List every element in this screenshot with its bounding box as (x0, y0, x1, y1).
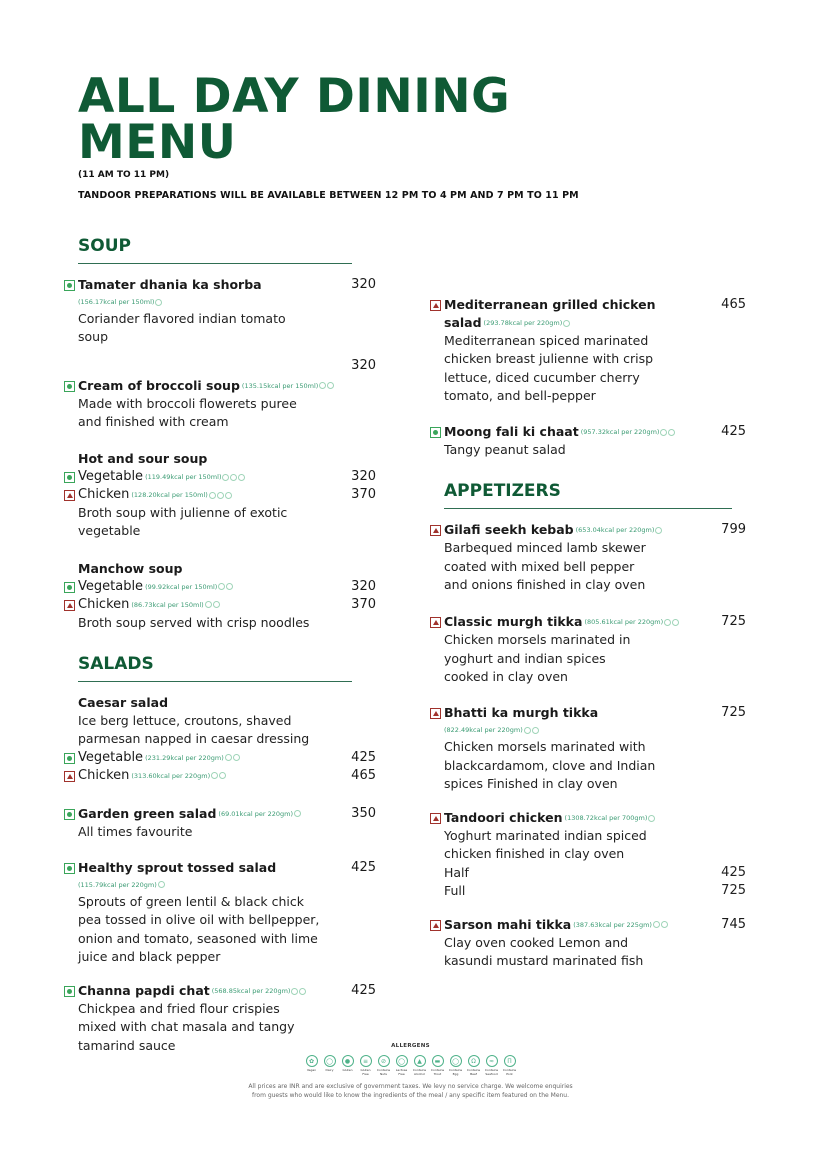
dairy-icon (319, 382, 326, 389)
item-desc: soup (78, 329, 109, 345)
section-title-soup: SOUP (78, 236, 131, 256)
dairy-icon (222, 474, 229, 481)
gluten-free-icon: ≡ (360, 1055, 372, 1067)
item-kcal (78, 877, 376, 893)
variant-name: Chicken (78, 767, 130, 783)
dairy-icon (532, 727, 539, 734)
allergen-label: Gluten (342, 1068, 353, 1072)
nonveg-icon (430, 813, 441, 824)
allergen-label: Contains Pork (502, 1068, 517, 1076)
dairy-icon (563, 320, 570, 327)
gluten-icon (219, 772, 226, 779)
allergen-lactose-free (395, 1055, 409, 1076)
kcal-text: (119.49kcal per 150ml) (145, 473, 222, 482)
variant-name: Vegetable (78, 469, 144, 485)
item-desc: Clay oven cooked Lemon and (444, 934, 629, 950)
lactose-icon (230, 474, 237, 481)
nuts-icon: ⊘ (378, 1055, 390, 1067)
dairy-icon (209, 492, 216, 499)
section-title-salads: SALADS (78, 654, 154, 675)
lactose-free-icon: ◯ (396, 1055, 408, 1067)
tandoor-note: TANDOOR PREPARATIONS WILL BE AVAILABLE BETWEEN 12 PM TO 4 PM AND 7 PM TO 11 PM (78, 190, 579, 201)
portion-full (444, 882, 746, 900)
egg-icon: ◯ (450, 1055, 462, 1067)
divider (78, 681, 352, 682)
seafood-icon: ≈ (486, 1055, 498, 1067)
item-kcal (584, 613, 679, 631)
nuts-icon (668, 429, 675, 436)
item-desc: Broth soup with julienne of exotic (78, 505, 288, 521)
veg-icon (64, 472, 75, 483)
item-name: Channa papdi chat (78, 983, 210, 999)
veg-icon (64, 582, 75, 593)
menu-item (430, 521, 746, 594)
dairy-icon (291, 988, 298, 995)
vegan-icon: ✿ (306, 1055, 318, 1067)
seafood-icon (661, 921, 668, 928)
item-desc: tomato, and bell-pepper (444, 387, 596, 403)
item-name: Mediterranean grilled chicken (444, 297, 656, 312)
allergen-label: Vegan (306, 1068, 317, 1072)
veg-icon (64, 753, 75, 764)
allergen-label: Lactose Free (395, 1068, 408, 1076)
dairy-icon (226, 583, 233, 590)
disclaimer-line: All prices are INR and are exclusive of government taxes. We levy no service charge. We welcome enquiries (248, 1083, 573, 1090)
item-name: Sarson mahi tikka (444, 916, 572, 932)
menu-item (430, 613, 746, 686)
allergen-label: Contains Egg (448, 1068, 463, 1076)
item-desc: coated with mixed bell pepper (444, 558, 635, 574)
allergen-label: Contains Beef (466, 1068, 481, 1076)
item-kcal (145, 749, 240, 767)
kcal-text: (805.61kcal per 220gm) (584, 618, 664, 627)
kcal-text: (231.29kcal per 220gm) (145, 753, 224, 762)
menu-item (64, 276, 376, 347)
gluten-icon (327, 382, 334, 389)
veg-icon (430, 427, 441, 438)
vegan-icon (155, 299, 162, 306)
allergen-dairy (323, 1055, 337, 1076)
item-kcal (145, 468, 245, 486)
kcal-text: (957.32kcal per 220gm) (580, 428, 660, 437)
item-name: Classic murgh tikka (444, 614, 583, 630)
kcal-text: (135.15kcal per 150ml) (241, 381, 319, 390)
allergen-beef (467, 1055, 481, 1076)
dairy-icon (653, 921, 660, 928)
variant-name: Vegetable (78, 749, 144, 765)
disclaimer-line: from guests who would like to know the ingredients of the meal / any specific item featured on the Menu. (251, 1092, 570, 1099)
veg-icon (64, 280, 75, 291)
allergen-pork (503, 1055, 517, 1076)
allergen-label: Dairy (325, 1068, 334, 1072)
kcal-text: (115.79kcal per 220gm) (78, 880, 157, 889)
item-price: 425 (721, 864, 746, 880)
allergen-nuts (377, 1055, 391, 1076)
gluten-icon (238, 474, 245, 481)
item-desc: All times favourite (78, 823, 193, 839)
item-desc: Yoghurt marinated indian spiced (444, 828, 647, 844)
dairy-icon (655, 527, 662, 534)
nuts-icon (524, 727, 531, 734)
item-desc: onion and tomato, seasoned with lime (78, 930, 318, 946)
kcal-text: (156.17kcal per 150ml) (78, 298, 155, 306)
item-desc: Chicken morsels marinated with (444, 739, 646, 755)
allergens-title: ALLERGENS (391, 1043, 430, 1049)
allergen-trout (431, 1055, 445, 1076)
veg-icon (64, 863, 75, 874)
pork-icon: Π (504, 1055, 516, 1067)
allergen-vegan (305, 1055, 319, 1076)
portion-label: Full (444, 882, 466, 898)
item-kcal (131, 486, 231, 504)
nonveg-icon (430, 617, 441, 628)
nonveg-icon (64, 490, 75, 501)
item-desc: juice and black pepper (78, 948, 221, 964)
nonveg-icon (430, 708, 441, 719)
item-name: Manchow soup (78, 560, 183, 576)
gluten-icon (233, 754, 240, 761)
nonveg-icon (430, 300, 441, 311)
veg-icon (64, 809, 75, 820)
allergen-legend (0, 1055, 821, 1076)
item-kcal (242, 377, 334, 395)
item-name: Tandoori chicken (444, 810, 563, 826)
item-desc: spices Finished in clay oven (444, 775, 618, 791)
beef-icon: Ω (468, 1055, 480, 1067)
gluten-icon (218, 583, 225, 590)
item-desc: lettuce, diced cucumber cherry (444, 369, 640, 385)
dairy-icon (213, 601, 220, 608)
item-desc: blackcardamom, clove and Indian (444, 757, 656, 773)
menu-item (64, 805, 376, 841)
variant-name: Chicken (78, 487, 130, 503)
dairy-icon (648, 815, 655, 822)
item-kcal (581, 423, 676, 441)
item-kcal (145, 578, 233, 596)
item-name-cont: salad (444, 315, 482, 330)
item-desc: kasundi mustard marinated fish (444, 953, 644, 969)
item-price: 370 (351, 596, 376, 612)
item-kcal (78, 294, 376, 310)
item-price: 320 (351, 277, 376, 292)
item-desc: Ice berg lettuce, croutons, shaved (78, 713, 292, 729)
item-kcal (565, 809, 656, 827)
item-name: Gilafi seekh kebab (444, 522, 574, 538)
item-price: 320 (351, 357, 376, 373)
footer (0, 1043, 821, 1100)
kcal-text: (653.04kcal per 220gm) (575, 526, 655, 535)
kcal-text: (568.85kcal per 220gm) (211, 987, 291, 996)
menu-item-hot-sour (64, 450, 376, 541)
item-kcal (576, 521, 663, 539)
item-desc: parmesan napped in caesar dressing (78, 731, 310, 747)
item-kcal (212, 982, 307, 1000)
kcal-text: (69.01kcal per 220gm) (218, 809, 294, 818)
item-desc: chicken finished in clay oven (444, 846, 625, 862)
item-price: 320 (351, 578, 376, 594)
item-price: 799 (721, 522, 746, 538)
item-desc: and onions finished in clay oven (444, 577, 646, 593)
title-line-2: MENU (78, 115, 237, 170)
item-name: Hot and sour soup (78, 451, 208, 467)
portion-label: Half (444, 864, 469, 880)
item-name: Bhatti ka murgh tikka (444, 705, 599, 721)
item-kcal (444, 722, 746, 738)
title-line-1: ALL DAY DINING (78, 69, 511, 124)
kcal-text: (387.63kcal per 225gm) (573, 920, 652, 929)
item-price: 425 (721, 424, 746, 440)
allergen-seafood (485, 1055, 499, 1076)
item-desc: Broth soup served with crisp noodles (78, 614, 310, 630)
nonveg-icon (430, 525, 441, 536)
item-desc: pea tossed in olive oil with bellpepper, (78, 912, 320, 928)
item-kcal (484, 314, 571, 332)
item-price: 745 (721, 916, 746, 932)
kcal-text: (86.73kcal per 150ml) (131, 600, 204, 609)
vegan-icon (294, 810, 301, 817)
dairy-icon (664, 619, 671, 626)
item-name: Moong fali ki chaat (444, 424, 579, 440)
item-price: 465 (721, 297, 746, 312)
menu-item-caesar (64, 694, 376, 785)
menu-item (64, 859, 376, 966)
item-desc: mixed with chat masala and tangy (78, 1019, 295, 1035)
item-price: 465 (351, 767, 376, 783)
portion-half (444, 864, 746, 882)
nonveg-icon (430, 920, 441, 931)
trout-icon: ▬ (432, 1055, 444, 1067)
item-name: Cream of broccoli soup (78, 377, 240, 393)
item-price: 725 (721, 882, 746, 898)
item-desc: Coriander flavored indian tomato (78, 311, 286, 326)
disclaimer (0, 1082, 821, 1100)
veg-icon (64, 381, 75, 392)
kcal-text: (313.60kcal per 220gm) (131, 771, 211, 780)
item-desc: yoghurt and indian spices (444, 650, 606, 666)
divider (444, 508, 732, 509)
item-kcal (218, 805, 301, 823)
vegan-icon (158, 881, 165, 888)
item-price: 725 (721, 705, 746, 721)
kcal-text: (1308.72kcal per 700gm) (564, 814, 648, 823)
item-kcal (131, 596, 219, 614)
page-title (78, 69, 511, 170)
item-desc: cooked in clay oven (444, 668, 568, 684)
hours-text: (11 AM TO 11 PM) (78, 170, 170, 180)
menu-item (64, 357, 376, 432)
item-price: 320 (351, 469, 376, 485)
item-desc: vegetable (78, 523, 141, 539)
allergen-label: Contains Seafood (484, 1068, 499, 1076)
left-column (64, 236, 376, 1071)
menu-item-manchow (64, 560, 376, 632)
item-desc: tamarind sauce (78, 1037, 176, 1053)
menu-item (430, 809, 746, 900)
item-name: Caesar salad (78, 695, 169, 711)
menu-item (430, 423, 746, 459)
variant-name: Vegetable (78, 578, 144, 594)
allergen-alcohol (413, 1055, 427, 1076)
gluten-icon (205, 601, 212, 608)
item-desc: Mediterranean spiced marinated (444, 333, 649, 348)
item-desc: and finished with cream (78, 413, 229, 429)
dairy-icon (211, 772, 218, 779)
allergen-gluten (341, 1055, 355, 1076)
item-desc: Made with broccoli flowerets puree (78, 395, 297, 411)
item-price: 425 (351, 983, 376, 999)
nonveg-icon (64, 771, 75, 782)
item-price: 370 (351, 487, 376, 503)
kcal-text: (99.92kcal per 150ml) (145, 582, 218, 591)
section-title-appetizers: APPETIZERS (444, 481, 561, 502)
kcal-text: (293.78kcal per 220gm) (483, 319, 563, 327)
lactose-icon (217, 492, 224, 499)
right-column (430, 296, 746, 986)
allergen-label: Gluten Free (360, 1068, 371, 1076)
item-desc: chicken breast julienne with crisp (444, 351, 654, 367)
variant-name: Chicken (78, 596, 130, 612)
item-desc: Barbequed minced lamb skewer (444, 540, 646, 556)
item-desc: Chicken morsels marinated in (444, 632, 631, 648)
veg-icon (64, 986, 75, 997)
gluten-icon (299, 988, 306, 995)
item-name: Tamater dhania ka shorba (78, 277, 262, 292)
menu-item (430, 296, 746, 405)
item-kcal (573, 916, 668, 934)
dairy-icon: ◯ (324, 1055, 336, 1067)
item-price: 425 (351, 859, 376, 875)
gluten-icon: ● (342, 1055, 354, 1067)
alcohol-icon: ▲ (414, 1055, 426, 1067)
allergen-gluten-free (359, 1055, 373, 1076)
menu-item (430, 704, 746, 793)
item-desc: Sprouts of green lentil & black chick (78, 893, 304, 909)
allergen-label: Contains Nuts (376, 1068, 391, 1076)
nuts-icon (672, 619, 679, 626)
kcal-text: (822.49kcal per 220gm) (444, 726, 523, 735)
allergen-label: Contains Alcohol (412, 1068, 427, 1076)
item-price: 725 (721, 614, 746, 630)
gluten-icon (225, 492, 232, 499)
item-name: Garden green salad (78, 805, 217, 821)
kcal-text: (128.20kcal per 150ml) (131, 491, 208, 500)
item-price: 350 (351, 805, 376, 821)
item-desc: Tangy peanut salad (444, 442, 566, 458)
item-kcal (131, 767, 226, 785)
allergen-egg (449, 1055, 463, 1076)
nonveg-icon (64, 600, 75, 611)
item-desc: Chickpea and fried flour crispies (78, 1001, 280, 1017)
gluten-icon (660, 429, 667, 436)
item-name: Healthy sprout tossed salad (78, 859, 277, 875)
divider (78, 263, 352, 264)
menu-item (430, 916, 746, 971)
dairy-icon (225, 754, 232, 761)
allergen-label: Contains Trout (430, 1068, 445, 1076)
item-price: 425 (351, 749, 376, 765)
